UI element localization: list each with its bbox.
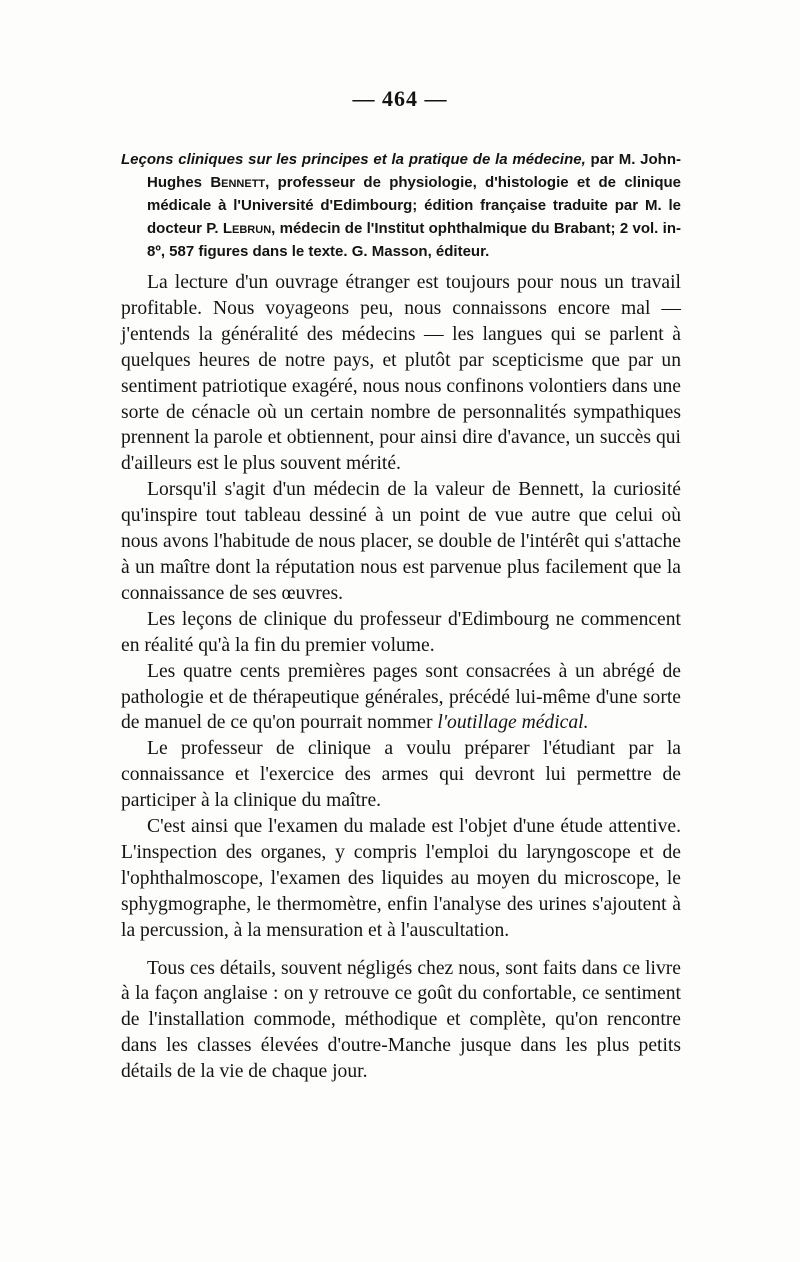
reference-details-1: , professeur de physiologie, d'histologie et de clinique médicale à l'Université d'Edimbourg; édition française traduite par M. le docteur P.: [147, 174, 681, 237]
paragraph-5: Le professeur de clinique a voulu préparer l'étudiant par la connaissance et l'exercice des armes qui devront lui permettre de participer à la clinique du maître.: [121, 738, 681, 812]
bibliographic-reference: [121, 148, 681, 263]
page-number: — 464 —: [352, 86, 448, 111]
paragraph-7: Tous ces détails, souvent négligés chez nous, sont faits dans ce livre à la façon anglaise : on y retrouve ce goût du confortable, ce sentiment de l'installation commode, méthodique et complète, qu'on rencontre dans les classes élevées d'outre-Manche jusque dans les plus petits détails de la vie de chaque jour.: [121, 957, 681, 1083]
paragraph-1: La lecture d'un ouvrage étranger est toujours pour nous un travail profitable. Nous voyageons peu, nous connaissons encore mal — j'entends la généralité des médecins — les langues qui se parlent à quelques heures de notre pays, et plutôt par scepticisme que par un sentiment patriotique exagéré, nous nous confinons volontiers dans une sorte de cénacle où un certain nombre de personnalités sympathiques prennent la parole et obtiennent, pour ainsi dire d'avance, un succès qui d'ailleurs est le plus souvent mérité.: [121, 272, 681, 475]
italic-phrase: l'outillage médical.: [437, 712, 589, 734]
paragraph-2: Lorsqu'il s'agit d'un médecin de la valeur de Bennett, la curiosité qu'inspire tout tableau dessiné à un point de vue autre que celui où nous avons l'habitude de nous placer, se double de l'intérêt qui s'attache à un maître dont la réputation nous est parvenue plus facilement que la connaissance de ses œuvres.: [121, 479, 681, 604]
paragraph-4: [121, 659, 681, 737]
reference-title: Leçons cliniques sur les principes et la pratique de la médecine,: [121, 151, 586, 168]
reference-by: par M. John-Hughes: [147, 151, 681, 191]
paragraph-3: Les leçons de clinique du professeur d'Edimbourg ne commencent en réalité qu'à la fin du premier volume.: [121, 608, 681, 656]
paragraph-4-text: Les quatre cents premières pages sont consacrées à un abrégé de pathologie et de thérapeutique générales, précédé lui-même d'une sorte de manuel de ce qu'on pourrait nommer: [121, 660, 681, 734]
reference-translator: Lebrun: [222, 220, 272, 237]
body-text: [121, 270, 681, 1085]
reference-details-2: , médecin de l'Institut ophthalmique du Brabant; 2 vol. in-8º, 587 figures dans le texte. G. Masson, éditeur.: [147, 220, 681, 260]
reference-author: Bennett: [210, 174, 266, 191]
paragraph-6: C'est ainsi que l'examen du malade est l'objet d'une étude attentive. L'inspection des organes, y compris l'emploi du laryngoscope et de l'ophthalmoscope, l'examen des liquides au moyen du microscope, le sphygmographe, le thermomètre, enfin l'analyse des urines s'ajoutent à la percussion, à la mensuration et à l'auscultation.: [121, 816, 681, 941]
